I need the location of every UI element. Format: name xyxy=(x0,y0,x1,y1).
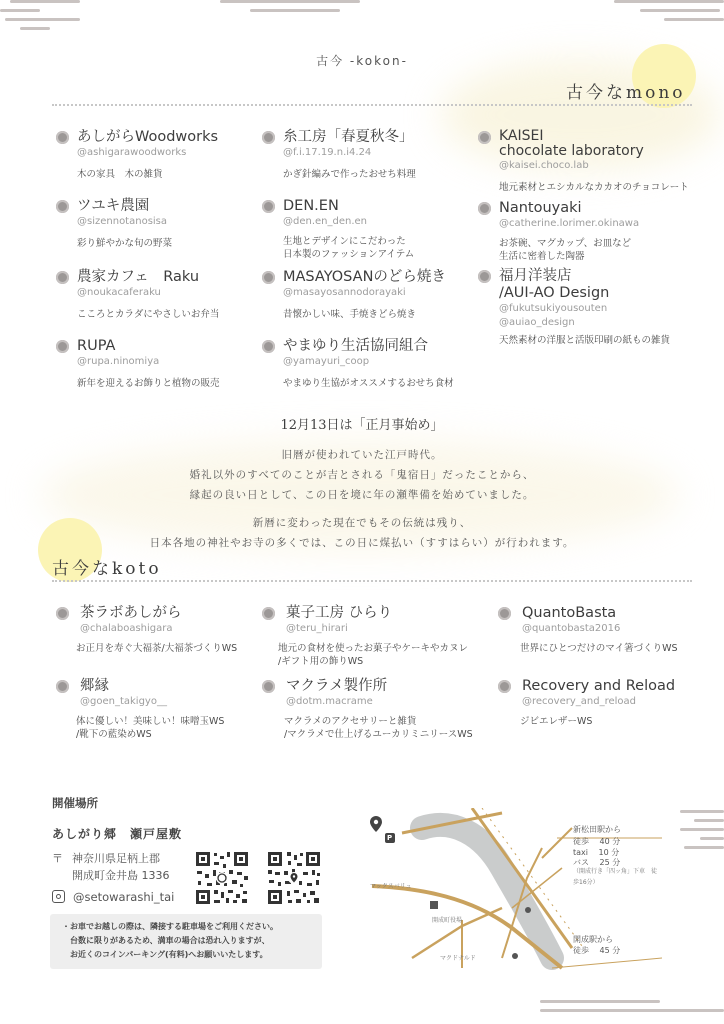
venue-label: 開催場所 xyxy=(52,796,98,810)
middle-line: 日本各地の神社やお寺の多くでは、この日に煤払い（すすはらい）が行われます。 xyxy=(149,537,575,549)
vendor-desc: かぎ針編みで作ったおせち料理 xyxy=(283,169,416,180)
decorative-lines-bottom xyxy=(540,1000,724,1018)
middle-line: 新暦に変わった現在でもその伝統は残り、 xyxy=(252,517,472,529)
vendor-handle: @quantobasta2016 xyxy=(522,623,621,634)
vendor-handle: @goen_takigyo__ xyxy=(80,696,167,707)
parking-icon: P xyxy=(387,834,393,842)
vendor-desc: 生地とデザインにこだわった 日本製のファッションアイテム xyxy=(283,236,415,260)
vendor-rupa xyxy=(56,338,256,390)
qr-code-map[interactable] xyxy=(266,850,322,906)
vendor-name: ツユキ農園 xyxy=(77,198,150,214)
bullet-icon xyxy=(56,200,69,213)
bullet-icon xyxy=(262,607,275,620)
vendor-name: あしがらWoodworks xyxy=(77,129,219,145)
decorative-lines-bottom-right xyxy=(680,810,724,855)
vendor-desc: やまゆり生協がオススメするおせち食材 xyxy=(283,378,454,389)
vendor-desc: こころとカラダにやさしいお弁当 xyxy=(77,309,220,320)
station2-access: 徒歩 45 分 xyxy=(573,946,621,955)
address-text: 神奈川県足柄上郡 開成町金井島 1336 xyxy=(72,852,170,882)
vendor-name: KAISEI chocolate laboratory xyxy=(499,128,644,159)
vendor-chalabo-ashigara xyxy=(56,605,266,655)
vendor-desc: 体に優しい！美味しい！味噌玉WS /靴下の藍染めWS xyxy=(76,716,225,740)
vendor-name: RUPA xyxy=(77,338,116,354)
vendor-name: 菓子工房 ひらり xyxy=(286,605,393,621)
parking-notice: ・お車でお越しの際は、隣接する駐車場をご利用ください。 台数に限りがあるため、満車の場合は恐れ入りますが、 お近くのコインパーキング(有料)へお願いいたします。 xyxy=(50,914,322,969)
bullet-icon xyxy=(56,340,69,353)
vendor-handle: @yamayuri_coop xyxy=(283,356,370,367)
vendor-den-en xyxy=(262,198,472,261)
vendor-handle: @teru_hirari xyxy=(286,623,348,634)
vendor-desc: 木の家具 木の雑貨 xyxy=(77,169,163,180)
vendor-desc: マクラメのアクセサリーと雑貨 /マクラメで仕上げるユーカリミニリースWS xyxy=(284,716,473,740)
vendor-desc: 昔懐かしい味、手焼きどら焼き xyxy=(283,309,417,320)
bullet-icon xyxy=(56,271,69,284)
section-title-koto: 古今なkoto xyxy=(52,559,162,579)
vendor-handle: @den.en_den.en xyxy=(283,216,368,227)
bullet-icon xyxy=(262,200,275,213)
bullet-icon xyxy=(56,680,69,693)
bullet-icon xyxy=(478,131,491,144)
decorative-lines-top-right xyxy=(600,0,724,27)
vendor-handle: @rupa.ninomiya xyxy=(77,356,160,367)
qr-code-graphic xyxy=(194,850,250,906)
instagram-handle: @setowarashi_tai xyxy=(73,890,175,904)
bullet-icon xyxy=(262,340,275,353)
station1-access: 徒歩 40 分 taxi 10 分 バス 25 分 xyxy=(573,837,621,867)
vendor-handle: @catherine.lorimer.okinawa xyxy=(499,218,640,229)
bullet-icon xyxy=(56,131,69,144)
vendor-name: DEN.EN xyxy=(283,198,339,214)
vendor-name: 福月洋装店 /AUI-AO Design xyxy=(499,268,610,301)
vendor-macrame-seisakusho xyxy=(262,678,502,741)
vendor-desc: お茶碗、マグカップ、お皿など 生活に密着した陶器 xyxy=(499,238,632,262)
vendor-recovery-and-reload xyxy=(498,678,720,728)
vendor-goen xyxy=(56,678,266,741)
vendor-desc: ジビエレザーWS xyxy=(520,716,593,727)
bullet-icon xyxy=(262,680,275,693)
vendor-name: マクラメ製作所 xyxy=(286,678,388,694)
station1-note: （開成行き「四ッ角」下車 徒歩16分） xyxy=(573,868,658,886)
landmark-maxvalu: マックスバリュ xyxy=(370,883,412,890)
postal-mark: 〒 xyxy=(52,852,63,865)
decorative-lines-top-left xyxy=(0,0,90,36)
vendor-nouka-cafe-raku xyxy=(56,269,256,321)
vendor-name: QuantoBasta xyxy=(522,605,617,621)
vendor-kaisei-chocolate xyxy=(478,129,718,194)
instagram-icon xyxy=(52,890,65,903)
shogatsu-kotohajime-block xyxy=(0,414,724,553)
vendor-quantobasta xyxy=(498,605,718,655)
vendor-desc: 地元の食材を使ったお菓子やケーキやカヌレ /ギフト用の飾りWS xyxy=(278,643,469,667)
vendor-name: Recovery and Reload xyxy=(522,678,676,694)
vendor-handle: @sizennotanosisa xyxy=(77,216,168,227)
decorative-lines-top-center xyxy=(220,0,370,18)
bullet-icon xyxy=(478,270,491,283)
vendor-desc: 彩り鮮やかな旬の野菜 xyxy=(77,238,173,249)
vendor-handle: @ashigarawoodworks xyxy=(77,147,187,158)
qr-code-instagram[interactable] xyxy=(194,850,250,906)
middle-line: 旧暦が使われていた江戸時代。 xyxy=(281,449,443,461)
vendor-ashigara-woodworks xyxy=(56,129,256,181)
middle-line: 婚礼以外のすべてのことが吉とされる「鬼宿日」だったことから、 xyxy=(189,469,535,481)
vendor-name: 郷縁 xyxy=(80,678,109,694)
venue-address xyxy=(52,850,170,884)
vendor-handle: @f.i.17.19.n.i4.24 xyxy=(283,147,372,158)
bullet-icon xyxy=(262,131,275,144)
vendor-desc: 新年を迎えるお飾りと植物の販売 xyxy=(77,378,220,389)
vendor-desc: 地元素材とエシカルなカカオのチョコレート xyxy=(499,182,689,193)
vendor-tsuyuki-farm xyxy=(56,198,256,250)
vendor-nantouyaki xyxy=(478,200,718,263)
vendor-desc: 天然素材の洋服と活版印刷の紙もの雑貨 xyxy=(499,335,671,346)
vendor-name: 茶ラボあしがら xyxy=(80,605,182,621)
bullet-icon xyxy=(498,607,511,620)
vendor-fukutsuki-yousouten xyxy=(478,268,718,347)
vendor-kashi-koubou-hirari xyxy=(262,605,502,668)
bullet-icon xyxy=(478,202,491,215)
vendor-masayosan-dorayaki xyxy=(262,269,472,321)
vendor-handle: @dotm.macrame xyxy=(286,696,373,707)
vendor-handle: @recovery_and_reload xyxy=(522,696,636,707)
vendor-yamayuri-coop xyxy=(262,338,472,390)
vendor-desc: お正月を寿ぐ大福茶/大福茶づくりWS xyxy=(76,643,238,654)
station1-label: 新松田駅から xyxy=(573,825,621,834)
divider-koto xyxy=(52,580,692,582)
vendor-ito-koubou xyxy=(262,129,472,181)
landmark-mcdonalds: マクドナルド xyxy=(440,955,476,962)
vendor-handle: @fukutsukiyousouten @auiao_design xyxy=(499,303,608,328)
instagram-link[interactable] xyxy=(52,890,174,904)
vendor-name: Nantouyaki xyxy=(499,200,582,216)
landmark-town-hall: 開成町役場 xyxy=(432,917,463,924)
vendor-name: MASAYOSANのどら焼き xyxy=(283,269,446,285)
vendor-handle: @noukacaferaku xyxy=(77,287,161,298)
vendor-handle: @chalaboashigara xyxy=(80,623,173,634)
vendor-name: やまゆり生活協同組合 xyxy=(283,338,428,354)
event-brand: 古今 -kokon- xyxy=(316,54,408,68)
bullet-icon xyxy=(56,607,69,620)
divider-mono xyxy=(52,104,692,106)
vendor-handle: @masayosannodorayaki xyxy=(283,287,406,298)
bullet-icon xyxy=(498,680,511,693)
station2-label: 開成駅から xyxy=(573,935,613,944)
vendor-name: 農家カフェ Raku xyxy=(77,269,200,285)
middle-line: 縁起の良い日として、この日を境に年の瀬準備を始めていました。 xyxy=(189,489,535,501)
venue-name: あしがり郷 瀬戸屋敷 xyxy=(52,827,183,841)
vendor-handle: @kaisei.choco.lab xyxy=(499,160,589,171)
access-map xyxy=(362,808,662,988)
vendor-desc: 世界にひとつだけのマイ箸づくりWS xyxy=(520,643,678,654)
section-title-mono: 古今なmono xyxy=(566,83,686,103)
qr-code-graphic xyxy=(266,850,322,906)
middle-title: 12月13日は「正月事始め」 xyxy=(280,418,444,433)
vendor-name: 糸工房「春夏秋冬」 xyxy=(283,129,414,145)
bullet-icon xyxy=(262,271,275,284)
